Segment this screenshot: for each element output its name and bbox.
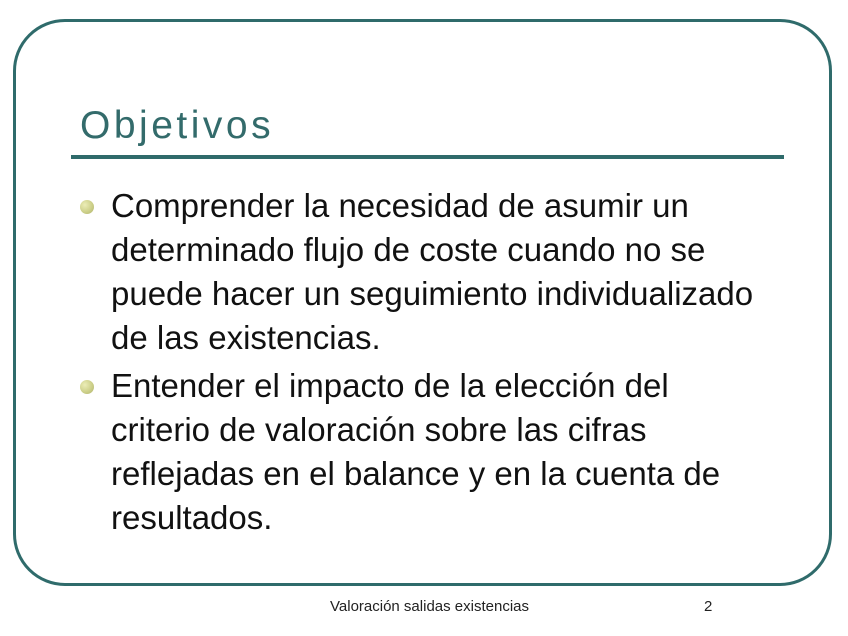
bullet-item [78,184,768,360]
slide-title: Objetivos [80,104,275,147]
page-number: 2 [704,598,713,615]
bullet-dot-icon [80,380,94,394]
bullet-text: Comprender la necesidad de asumir un determinado flujo de coste cuando no se puede hacer un seguimiento individualizado de las existencias. [111,187,754,356]
title-underline [71,155,784,159]
bullet-list [78,184,768,544]
bullet-item [78,364,768,540]
bullet-text: Entender el impacto de la elección del criterio de valoración sobre las cifras reflejadas en el balance y en la cuenta de resultados. [111,367,721,536]
footer-text: Valoración salidas existencias [330,598,529,615]
bullet-dot-icon [80,200,94,214]
